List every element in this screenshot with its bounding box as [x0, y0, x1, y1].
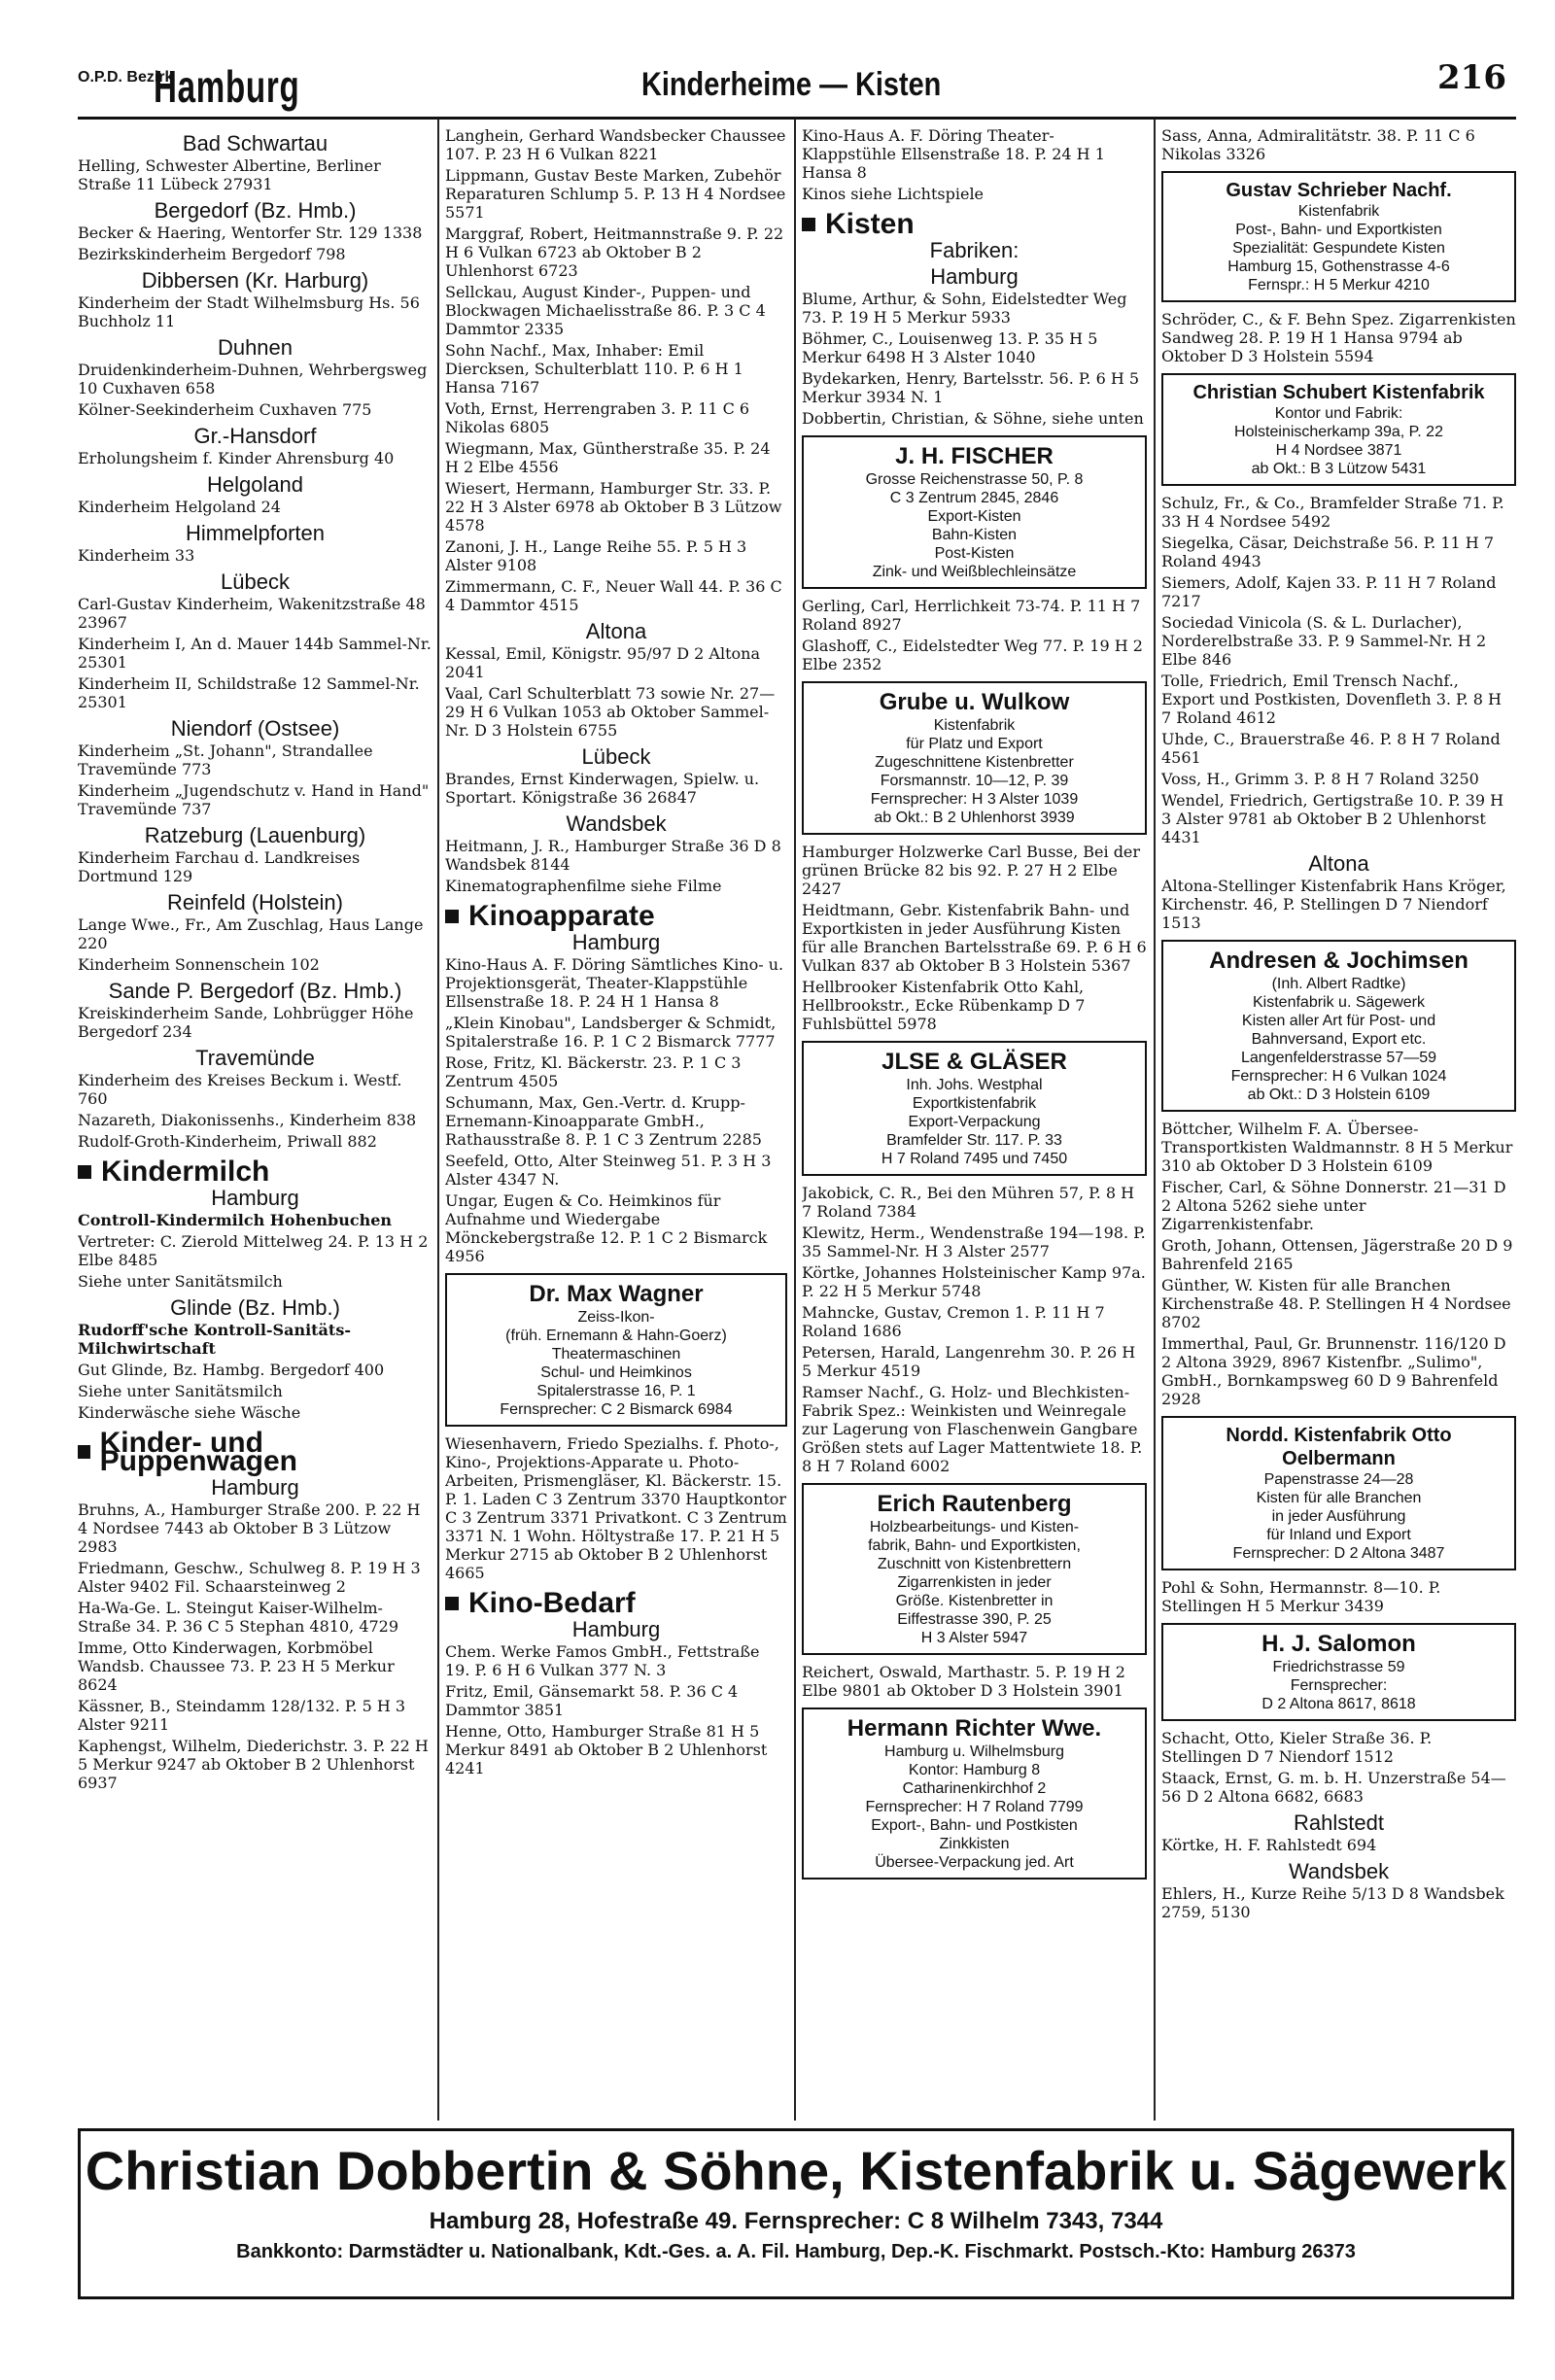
ad-line: Export-Verpackung — [908, 1114, 1041, 1130]
ad-line: D 2 Altona 8617, 8618 — [1261, 1696, 1416, 1712]
boxed-advertisement — [802, 1707, 1147, 1880]
directory-entry: Kinematographenfilme siehe Filme — [445, 877, 722, 895]
ad-line: H 7 Roland 7495 und 7450 — [881, 1151, 1068, 1167]
directory-entry: Pohl & Sohn, Hermannstr. 8—10. P. Stellingen H 5 Merkur 3439 — [1161, 1578, 1441, 1615]
directory-entry: Reichert, Oswald, Marthastr. 5. P. 19 H 2 Elbe 9801 ab Oktober D 3 Holstein 3901 — [802, 1663, 1125, 1700]
ad-line: Friedrichstrasse 59 — [1272, 1659, 1405, 1675]
place-heading: Lübeck — [221, 569, 290, 594]
boxed-advertisement — [1161, 373, 1516, 486]
directory-entry: Rose, Fritz, Kl. Bäckerstr. 23. P. 1 C 3 Zentrum 4505 — [445, 1053, 742, 1090]
directory-entry: Ehlers, H., Kurze Reihe 5/13 D 8 Wandsbek 2759, 5130 — [1161, 1884, 1504, 1921]
directory-entry: Günther, W. Kisten für alle Branchen Kirchenstraße 48. P. Stellingen H 4 Nordsee 8702 — [1161, 1276, 1511, 1331]
ad-line: Kistenfabrik — [933, 717, 1016, 734]
city-title: Hamburg — [154, 61, 300, 112]
directory-entry: Staack, Ernst, G. m. b. H. Unzerstraße 54—56 D 2 Altona 6682, 6683 — [1161, 1769, 1506, 1806]
category-heading — [78, 1156, 432, 1188]
directory-entry: Dobbertin, Christian, & Söhne, siehe unten — [802, 409, 1144, 428]
ad-line: Kisten für alle Branchen — [1256, 1490, 1422, 1506]
boxed-advertisement — [802, 681, 1147, 835]
bullet-square-icon — [78, 1165, 91, 1179]
directory-entry: Hamburger Holzwerke Carl Busse, Bei der grünen Brücke 82 bis 92. P. 27 H 2 Elbe 2427 — [802, 843, 1141, 898]
place-heading: Lübeck — [581, 744, 651, 769]
ad-line: Export-, Bahn- und Postkisten — [871, 1817, 1078, 1834]
place-heading: Altona — [585, 619, 647, 643]
directory-entry: Tolle, Friedrich, Emil Trensch Nachf., Export und Postkisten, Dovenfleth 3. P. 8 H 7 Roland 4612 — [1161, 672, 1502, 727]
ad-line: Zuschnitt von Kistenbrettern — [877, 1556, 1072, 1572]
directory-entry: Schulz, Fr., & Co., Bramfelder Straße 71. P. 33 H 4 Nordsee 5492 — [1161, 494, 1504, 531]
directory-entry: Böttcher, Wilhelm F. A. Übersee-Transportkisten Waldmannstr. 8 H 5 Merkur 310 ab Oktober D 3 Holstein 6109 — [1161, 1120, 1513, 1175]
directory-entry: Fritz, Emil, Gänsemarkt 58. P. 36 C 4 Dammtor 3851 — [445, 1682, 739, 1719]
ad-title: Nordd. Kistenfabrik Otto Oelbermann — [1226, 1425, 1452, 1469]
directory-entry: Imme, Otto Kinderwagen, Korbmöbel Wandsb. Chaussee 73. P. 23 H 5 Merkur 8624 — [78, 1638, 395, 1694]
ad-line: ab Okt.: B 3 Lützow 5431 — [1251, 461, 1427, 477]
ad-line: Übersee-Verpackung jed. Art — [875, 1854, 1074, 1871]
directory-entry: Seefeld, Otto, Alter Steinweg 51. P. 3 H 3 Alster 4347 N. — [445, 1152, 772, 1189]
directory-entry: Vaal, Carl Schulterblatt 73 sowie Nr. 27—29 H 6 Vulkan 1053 ab Oktober Sammel-Nr. D 3 Holstein 6755 — [445, 684, 776, 740]
category-heading — [78, 1427, 432, 1477]
directory-entry: Kino-Haus A. F. Döring Theater-Klappstühle Ellsenstraße 18. P. 24 H 1 Hansa 8 — [802, 126, 1105, 182]
directory-entry: Voth, Ernst, Herrengraben 3. P. 11 C 6 Nikolas 6805 — [445, 399, 750, 436]
directory-entry: Becker & Haering, Wentorfer Str. 129 1338 — [78, 224, 423, 242]
ad-line: Export-Kisten — [927, 508, 1021, 525]
directory-entry: Schröder, C., & F. Behn Spez. Zigarrenkisten Sandweg 28. P. 19 H 1 Hansa 9794 ab Oktober D 3 Holstein 5594 — [1161, 310, 1516, 365]
category-label: Kindermilch — [101, 1156, 270, 1188]
directory-entry: Kässner, B., Steindamm 128/132. P. 5 H 3 Alster 9211 — [78, 1697, 406, 1734]
boxed-advertisement — [1161, 171, 1516, 302]
directory-entry: Helling, Schwester Albertine, Berliner Straße 11 Lübeck 27931 — [78, 156, 381, 193]
directory-entry: Ha-Wa-Ge. L. Steingut Kaiser-Wilhelm-Straße 34. P. 36 C 5 Stephan 4810, 4729 — [78, 1599, 399, 1636]
ad-line: ab Okt.: B 2 Uhlenhorst 3939 — [874, 810, 1075, 826]
directory-entry: Fischer, Carl, & Söhne Donnerstr. 21—31 D 2 Altona 5262 siehe unter Zigarrenkistenfabr. — [1161, 1178, 1506, 1233]
place-heading: Reinfeld (Holstein) — [167, 890, 343, 914]
ad-title: Christian Schubert Kistenfabrik — [1192, 382, 1485, 403]
ad-title: J. H. FISCHER — [895, 443, 1054, 469]
directory-entry: Henne, Otto, Hamburger Straße 81 H 5 Merkur 8491 ab Oktober B 2 Uhlenhorst 4241 — [445, 1722, 768, 1777]
directory-entry: Kinderheim Farchau d. Landkreises Dortmund 129 — [78, 848, 361, 885]
directory-entry: Glashoff, C., Eidelstedter Weg 77. P. 19 H 2 Elbe 2352 — [802, 637, 1143, 673]
place-heading: Wandsbek — [566, 811, 667, 836]
ad-line: Kontor: Hamburg 8 — [908, 1762, 1041, 1778]
directory-entry: Lippmann, Gustav Beste Marken, Zubehör Reparaturen Schlump 5. P. 13 H 4 Nordsee 5571 — [445, 166, 786, 222]
boxed-advertisement — [802, 435, 1147, 589]
ad-line: Hamburg u. Wilhelmsburg — [884, 1743, 1064, 1760]
ad-line: Exportkistenfabrik — [912, 1095, 1037, 1112]
directory-entry: Gerling, Carl, Herrlichkeit 73-74. P. 11 H 7 Roland 8927 — [802, 597, 1141, 634]
dobbertin-advertisement — [78, 2128, 1514, 2299]
ad-line: Schul- und Heimkinos — [540, 1364, 692, 1381]
category-heading — [445, 900, 787, 932]
column-divider — [1154, 119, 1156, 2121]
directory-entry: Zimmermann, C. F., Neuer Wall 44. P. 36 C 4 Dammtor 4515 — [445, 577, 782, 614]
directory-entry: Kinderheim Sonnenschein 102 — [78, 955, 320, 974]
ad-line: Kontor und Fabrik: — [1274, 405, 1403, 422]
ad-line: Spezialität: Gespundete Kisten — [1232, 240, 1445, 257]
category-label: Kinder- und Puppenwagen — [99, 1427, 297, 1477]
directory-entry: Kinderheim des Kreises Beckum i. Westf. 760 — [78, 1071, 402, 1108]
directory-entry: Kreiskinderheim Sande, Lohbrügger Höhe Bergedorf 234 — [78, 1004, 414, 1041]
ad-line: H 3 Alster 5947 — [920, 1630, 1028, 1646]
directory-entry: Wiesert, Hermann, Hamburger Str. 33. P. 22 H 3 Alster 6978 ab Oktober B 3 Lützow 4578 — [445, 479, 782, 535]
column-4 — [1161, 126, 1516, 2119]
bullet-square-icon — [445, 910, 459, 923]
directory-entry: Kinderheim II, Schildstraße 12 Sammel-Nr. 25301 — [78, 674, 420, 711]
page-number: 216 — [1437, 58, 1506, 97]
directory-entry: Controll-Kindermilch Hohenbuchen — [78, 1211, 393, 1229]
directory-entry: Kinos siehe Lichtspiele — [802, 185, 985, 203]
directory-entry: Rudorff'sche Kontroll-Sanitäts-Milchwirtschaft — [78, 1321, 351, 1358]
ad-line: Zink- und Weißblechleinsätze — [872, 564, 1077, 580]
place-heading: Wandsbek — [1288, 1859, 1390, 1883]
ad-title: JLSE & GLÄSER — [881, 1049, 1067, 1075]
boxed-advertisement — [1161, 1623, 1516, 1721]
ad-title: H. J. Salomon — [1261, 1631, 1416, 1657]
page-header — [78, 49, 1516, 117]
ad-line: Holzbearbeitungs- und Kisten- — [869, 1519, 1080, 1535]
directory-entry: Klewitz, Herm., Wendenstraße 194—198. P. 35 Sammel-Nr. H 3 Alster 2577 — [802, 1224, 1146, 1260]
directory-entry: Gut Glinde, Bz. Hambg. Bergedorf 400 — [78, 1361, 385, 1379]
ad-line: Zigarrenkisten in jeder — [897, 1574, 1052, 1591]
directory-entry: Uhde, C., Brauerstraße 46. P. 8 H 7 Roland 4561 — [1161, 730, 1501, 767]
ad-title: Dr. Max Wagner — [529, 1281, 704, 1307]
directory-entry: Schumann, Max, Gen.-Vertr. d. Krupp-Ernemann-Kinoapparate GmbH., Rathausstraße 8. P. 1 C 3 Zentrum 2285 — [445, 1093, 762, 1149]
boxed-advertisement — [445, 1273, 787, 1427]
directory-entry: Bezirkskinderheim Bergedorf 798 — [78, 245, 346, 263]
directory-entry: Voss, H., Grimm 3. P. 8 H 7 Roland 3250 — [1161, 770, 1479, 788]
column-3 — [802, 126, 1147, 2119]
ad-address: Hamburg 28, Hofestraße 49. Fernsprecher: C 8 Wilhelm 7343, 7344 — [429, 2208, 1163, 2234]
column-divider — [437, 119, 439, 2121]
place-heading: Niendorf (Ostsee) — [170, 716, 340, 741]
bullet-square-icon — [802, 218, 815, 231]
ad-line: Spitalerstrasse 16, P. 1 — [536, 1383, 696, 1399]
directory-entry: Sohn Nachf., Max, Inhaber: Emil Diercksen, Schulterblatt 110. P. 6 H 1 Hansa 7167 — [445, 341, 743, 397]
directory-entry: Kinderheim „St. Johann", Strandallee Travemünde 773 — [78, 742, 373, 778]
boxed-advertisement — [1161, 1416, 1516, 1570]
section-title: Kinderheime — Kisten — [641, 66, 942, 103]
ad-title: Hermann Richter Wwe. — [847, 1715, 1102, 1742]
ad-line: fabrik, Bahn- und Exportkisten, — [868, 1537, 1081, 1554]
directory-entry: Sociedad Vinicola (S. & L. Durlacher), Norderelbstraße 33. P. 9 Sammel-Nr. H 2 Elbe 846 — [1161, 613, 1487, 669]
directory-entry: Siemers, Adolf, Kajen 33. P. 11 H 7 Roland 7217 — [1161, 573, 1497, 610]
directory-entry: Kino-Haus A. F. Döring Sämtliches Kino- u. Projektionsgerät, Theater-Klappstühle Ellsenstraße 18. P. 24 H 1 Hansa 8 — [445, 955, 784, 1011]
directory-entry: Kinderwäsche siehe Wäsche — [78, 1403, 301, 1422]
directory-entry: Brandes, Ernst Kinderwagen, Spielw. u. Sportart. Königstraße 36 26847 — [445, 770, 760, 807]
ad-line: Post-Kisten — [934, 545, 1015, 562]
place-heading: Bad Schwartau — [182, 131, 328, 155]
directory-entry: Kinderheim „Jugendschutz v. Hand in Hand" Travemünde 737 — [78, 781, 430, 818]
directory-entry: Kinderheim Helgoland 24 — [78, 498, 281, 516]
category-label: Kinoapparate — [468, 900, 655, 932]
directory-entry: Blume, Arthur, & Sohn, Eidelstedter Weg 73. P. 19 H 5 Merkur 5933 — [802, 290, 1127, 327]
place-heading: Travemünde — [195, 1046, 315, 1070]
directory-entry: Marggraf, Robert, Heitmannstraße 9. P. 22 H 6 Vulkan 6723 ab Oktober B 2 Uhlenhorst 6723 — [445, 224, 784, 280]
ad-line: Zugeschnittene Kistenbretter — [875, 754, 1074, 771]
ad-line: Langenfelderstrasse 57—59 — [1240, 1050, 1437, 1066]
bullet-square-icon — [445, 1597, 459, 1610]
directory-entry: Lange Wwe., Fr., Am Zuschlag, Haus Lange 220 — [78, 915, 424, 952]
boxed-advertisement — [802, 1041, 1147, 1176]
ad-line: Zinkkisten — [939, 1836, 1010, 1852]
directory-entry: Wiesenhavern, Friedo Spezialhs. f. Photo-, Kino-, Projektions-Apparate u. Photo-Arbeiten, Prismengläser, Kl. Bäckerstr. 15. P. 1. Laden C 3 Zentrum 3370 Hauptkontor C 3 Zentrum 3371 Privatkont. C 3 Zentrum 3371 N. 1 Wohn. Höltystraße 17. P. 21 H 5 Merkur 2715 ab Oktober B 2 Uhlenhorst 4665 — [445, 1434, 787, 1582]
place-heading: Himmelpforten — [185, 521, 326, 545]
ad-line: C 3 Zentrum 2845, 2846 — [889, 490, 1059, 506]
directory-entry: Kaphengst, Wilhelm, Diederichstr. 3. P. 22 H 5 Merkur 9247 ab Oktober B 2 Uhlenhorst 6937 — [78, 1737, 429, 1792]
ad-line: ab Okt.: D 3 Holstein 6109 — [1247, 1087, 1431, 1103]
ad-line: Catharinenkirchhof 2 — [902, 1780, 1047, 1797]
directory-entry: Bruhns, A., Hamburger Straße 200. P. 22 H 4 Nordsee 7443 ab Oktober B 3 Lützow 2983 — [78, 1500, 421, 1556]
ad-line: Hamburg 15, Gothenstrasse 4-6 — [1227, 259, 1450, 275]
bullet-square-icon — [78, 1445, 90, 1459]
place-heading: Helgoland — [206, 472, 304, 497]
directory-entry: Rudolf-Groth-Kinderheim, Priwall 882 — [78, 1132, 377, 1151]
directory-entry: Vertreter: C. Zierold Mittelweg 24. P. 13 H 2 Elbe 8485 — [78, 1232, 429, 1269]
ad-line: Fernsprecher: H 6 Vulkan 1024 — [1230, 1068, 1447, 1085]
ad-line: Bahn-Kisten — [931, 527, 1018, 543]
ad-title: Gustav Schrieber Nachf. — [1226, 180, 1452, 201]
directory-entry: Böhmer, C., Louisenweg 13. P. 35 H 5 Merkur 6498 H 3 Alster 1040 — [802, 329, 1098, 366]
ad-line: (Inh. Albert Radtke) — [1271, 976, 1406, 992]
ad-line: Theatermaschinen — [551, 1346, 681, 1362]
ad-line: Kistenfabrik u. Sägewerk — [1253, 994, 1425, 1011]
directory-page — [78, 49, 1516, 2342]
directory-entry: Kinderheim der Stadt Wilhelmsburg Hs. 56 Buchholz 11 — [78, 293, 420, 330]
directory-entry: Siegelka, Cäsar, Deichstraße 56. P. 11 H 7 Roland 4943 — [1161, 534, 1495, 570]
ad-line: Fernsprecher: C 2 Bismarck 6984 — [500, 1401, 733, 1418]
directory-entry: Heitmann, J. R., Hamburger Straße 36 D 8 Wandsbek 8144 — [445, 837, 781, 874]
directory-entry: Mahncke, Gustav, Cremon 1. P. 11 H 7 Roland 1686 — [802, 1303, 1105, 1340]
ad-line: Kisten aller Art für Post- und — [1241, 1013, 1436, 1029]
header-rule — [78, 117, 1516, 120]
category-label: Kino-Bedarf — [468, 1587, 636, 1619]
directory-entry: Ungar, Eugen & Co. Heimkinos für Aufnahme und Wiedergabe Mönckebergstraße 12. P. 1 C 2 Bismarck 4956 — [445, 1191, 768, 1265]
place-heading: Sande P. Bergedorf (Bz. Hmb.) — [108, 979, 402, 1003]
directory-entry: Altona-Stellinger Kistenfabrik Hans Kröger, Kirchenstr. 46, P. Stellingen D 7 Niendorf 1513 — [1161, 877, 1506, 932]
ad-line: Bramfelder Str. 117. P. 33 — [886, 1132, 1062, 1149]
ad-line: Fernsprecher: D 2 Altona 3487 — [1232, 1545, 1445, 1562]
directory-entry: Groth, Johann, Ottensen, Jägerstraße 20 D 9 Bahrenfeld 2165 — [1161, 1236, 1513, 1273]
place-heading: Rahlstedt — [1294, 1811, 1384, 1835]
ad-line: Zeiss-Ikon- — [577, 1309, 655, 1326]
directory-entry: Schacht, Otto, Kieler Straße 36. P. Stellingen D 7 Niendorf 1512 — [1161, 1729, 1433, 1766]
ad-line: Papenstrasse 24—28 — [1263, 1471, 1414, 1488]
directory-entry: Chem. Werke Famos GmbH., Fettstraße 19. P. 6 H 6 Vulkan 377 N. 3 — [445, 1642, 760, 1679]
directory-entry: „Klein Kinobau", Landsberger & Schmidt, Spitalerstraße 16. P. 1 C 2 Bismarck 7777 — [445, 1014, 777, 1051]
directory-entry: Hellbrooker Kistenfabrik Otto Kahl, Hellbrookstr., Ecke Rübenkamp D 7 Fuhlsbüttel 5978 — [802, 978, 1086, 1033]
ad-title: Grube u. Wulkow — [879, 689, 1070, 715]
directory-entry: Erholungsheim f. Kinder Ahrensburg 40 — [78, 449, 395, 467]
directory-entry: Kinderheim 33 — [78, 546, 195, 565]
directory-entry: Sellckau, August Kinder-, Puppen- und Blockwagen Michaelisstraße 86. P. 3 C 4 Dammtor 2335 — [445, 283, 766, 338]
ad-line: Post-, Bahn- und Exportkisten — [1235, 222, 1442, 238]
district-label: O.P.D. Bezirk — [78, 69, 174, 86]
directory-entry: Friedmann, Geschw., Schulweg 8. P. 19 H 3 Alster 9402 Fil. Schaarsteinweg 2 — [78, 1559, 421, 1596]
place-heading: Hamburg — [930, 264, 1019, 289]
place-heading: Gr.-Hansdorf — [193, 424, 317, 448]
ad-line: Bahnversand, Export etc. — [1251, 1031, 1427, 1048]
place-heading: Hamburg — [571, 1617, 661, 1641]
directory-entry: Immerthal, Paul, Gr. Brunnenstr. 116/120 D 2 Altona 3929, 8967 Kistenfbr. „Sulimo", GmbH., Bornkampsweg 60 D 9 Bahrenfeld 2928 — [1161, 1334, 1506, 1408]
directory-entry: Heidtmann, Gebr. Kistenfabrik Bahn- und Exportkisten in jeder Ausführung Kisten für alle Branchen Bartelsstraße 69. P. 6 H 6 Vulkan 837 ab Oktober B 3 Holstein 5367 — [802, 901, 1147, 975]
category-label: Kisten — [825, 208, 915, 240]
ad-line: für Inland und Export — [1266, 1527, 1411, 1543]
directory-entry: Nazareth, Diakonissenhs., Kinderheim 838 — [78, 1111, 417, 1129]
ad-line: Kistenfabrik — [1297, 203, 1380, 220]
place-heading: Fabriken: — [929, 238, 1019, 262]
ad-line: Holsteinischerkamp 39a, P. 22 — [1234, 424, 1443, 440]
category-heading — [802, 208, 1147, 240]
boxed-advertisement — [1161, 940, 1516, 1112]
directory-entry: Sass, Anna, Admiralitätstr. 38. P. 11 C 6 Nikolas 3326 — [1161, 126, 1475, 163]
place-heading: Dibbersen (Kr. Harburg) — [141, 268, 369, 293]
place-heading: Hamburg — [211, 1475, 299, 1500]
ad-title: Erich Rautenberg — [877, 1491, 1072, 1517]
place-heading: Hamburg — [211, 1186, 299, 1210]
directory-entry: Wiegmann, Max, Güntherstraße 35. P. 24 H 2 Elbe 4556 — [445, 439, 771, 476]
ad-line: Fernsprecher: — [1290, 1677, 1388, 1694]
ad-line: H 4 Nordsee 3871 — [1275, 442, 1402, 459]
place-heading: Altona — [1308, 851, 1369, 876]
ad-line: in jeder Ausführung — [1271, 1508, 1406, 1525]
directory-entry: Carl-Gustav Kinderheim, Wakenitzstraße 48 23967 — [78, 595, 426, 632]
ad-line: Fernsprecher: H 3 Alster 1039 — [870, 791, 1079, 808]
ad-line: Grosse Reichenstrasse 50, P. 8 — [865, 471, 1084, 488]
directory-entry: Petersen, Harald, Langenrehm 30. P. 26 H 5 Merkur 4519 — [802, 1343, 1136, 1380]
ad-line: Größe. Kistenbretter in — [895, 1593, 1054, 1609]
directory-entry: Kessal, Emil, Königstr. 95/97 D 2 Altona 2041 — [445, 644, 760, 681]
directory-entry: Langhein, Gerhard Wandsbecker Chaussee 107. P. 23 H 6 Vulkan 8221 — [445, 126, 786, 163]
ad-bank: Bankkonto: Darmstädter u. Nationalbank, Kdt.-Ges. a. A. Fil. Hamburg, Dep.-K. Fischmarkt. Postsch.-Kto: Hamburg 26373 — [236, 2241, 1356, 2262]
directory-entry: Kölner-Seekinderheim Cuxhaven 775 — [78, 400, 372, 419]
directory-entry: Wendel, Friedrich, Gertigstraße 10. P. 39 H 3 Alster 9781 ab Oktober B 2 Uhlenhorst 4431 — [1161, 791, 1504, 846]
directory-entry: Druidenkinderheim-Duhnen, Wehrbergsweg 10 Cuxhaven 658 — [78, 361, 428, 397]
place-heading: Glinde (Bz. Hmb.) — [170, 1295, 340, 1320]
ad-line: Forsmannstr. 10—12, P. 39 — [880, 773, 1069, 789]
directory-entry: Ramser Nachf., G. Holz- und Blechkisten-Fabrik Spez.: Weinkisten und Weinregale zur Lagerung von Flaschenwein Gangbare Größen stets auf Lager Mattentwiete 18. P. 8 H 7 Roland 6002 — [802, 1383, 1143, 1475]
ad-line: Eiffestrasse 390, P. 25 — [897, 1611, 1052, 1628]
directory-entry: Siehe unter Sanitätsmilch — [78, 1382, 283, 1400]
column-divider — [794, 119, 796, 2121]
ad-line: Fernsprecher: H 7 Roland 7799 — [865, 1799, 1084, 1815]
ad-line: (früh. Ernemann & Hahn-Goerz) — [505, 1328, 727, 1344]
directory-entry: Zanoni, J. H., Lange Reihe 55. P. 5 H 3 Alster 9108 — [445, 537, 747, 574]
column-1 — [78, 126, 432, 2119]
ad-headline: Christian Dobbertin & Söhne, Kistenfabrik u. Sägewerk — [85, 2140, 1507, 2201]
directory-entry: Jakobick, C. R., Bei den Mühren 57, P. 8 H 7 Roland 7384 — [802, 1184, 1135, 1221]
place-heading: Bergedorf (Bz. Hmb.) — [154, 198, 357, 223]
directory-entry: Siehe unter Sanitätsmilch — [78, 1272, 283, 1291]
ad-line: Inh. Johs. Westphal — [906, 1077, 1043, 1093]
category-heading — [445, 1587, 787, 1619]
ad-title: Andresen & Jochimsen — [1209, 948, 1469, 974]
column-2 — [445, 126, 787, 2119]
directory-entry: Körtke, Johannes Holsteinischer Kamp 97a. P. 22 H 5 Merkur 5748 — [802, 1263, 1146, 1300]
ad-line: für Platz und Export — [906, 736, 1043, 752]
directory-entry: Kinderheim I, An d. Mauer 144b Sammel-Nr. 25301 — [78, 635, 432, 672]
place-heading: Ratzeburg (Lauenburg) — [144, 823, 366, 847]
ad-line: Fernspr.: H 5 Merkur 4210 — [1248, 277, 1430, 293]
place-heading: Duhnen — [217, 335, 294, 360]
directory-entry: Körtke, H. F. Rahlstedt 694 — [1161, 1836, 1377, 1854]
boxed-advertisement — [802, 1483, 1147, 1655]
place-heading: Hamburg — [571, 930, 661, 954]
directory-entry: Bydekarken, Henry, Bartelsstr. 56. P. 6 H 5 Merkur 3934 N. 1 — [802, 369, 1140, 406]
